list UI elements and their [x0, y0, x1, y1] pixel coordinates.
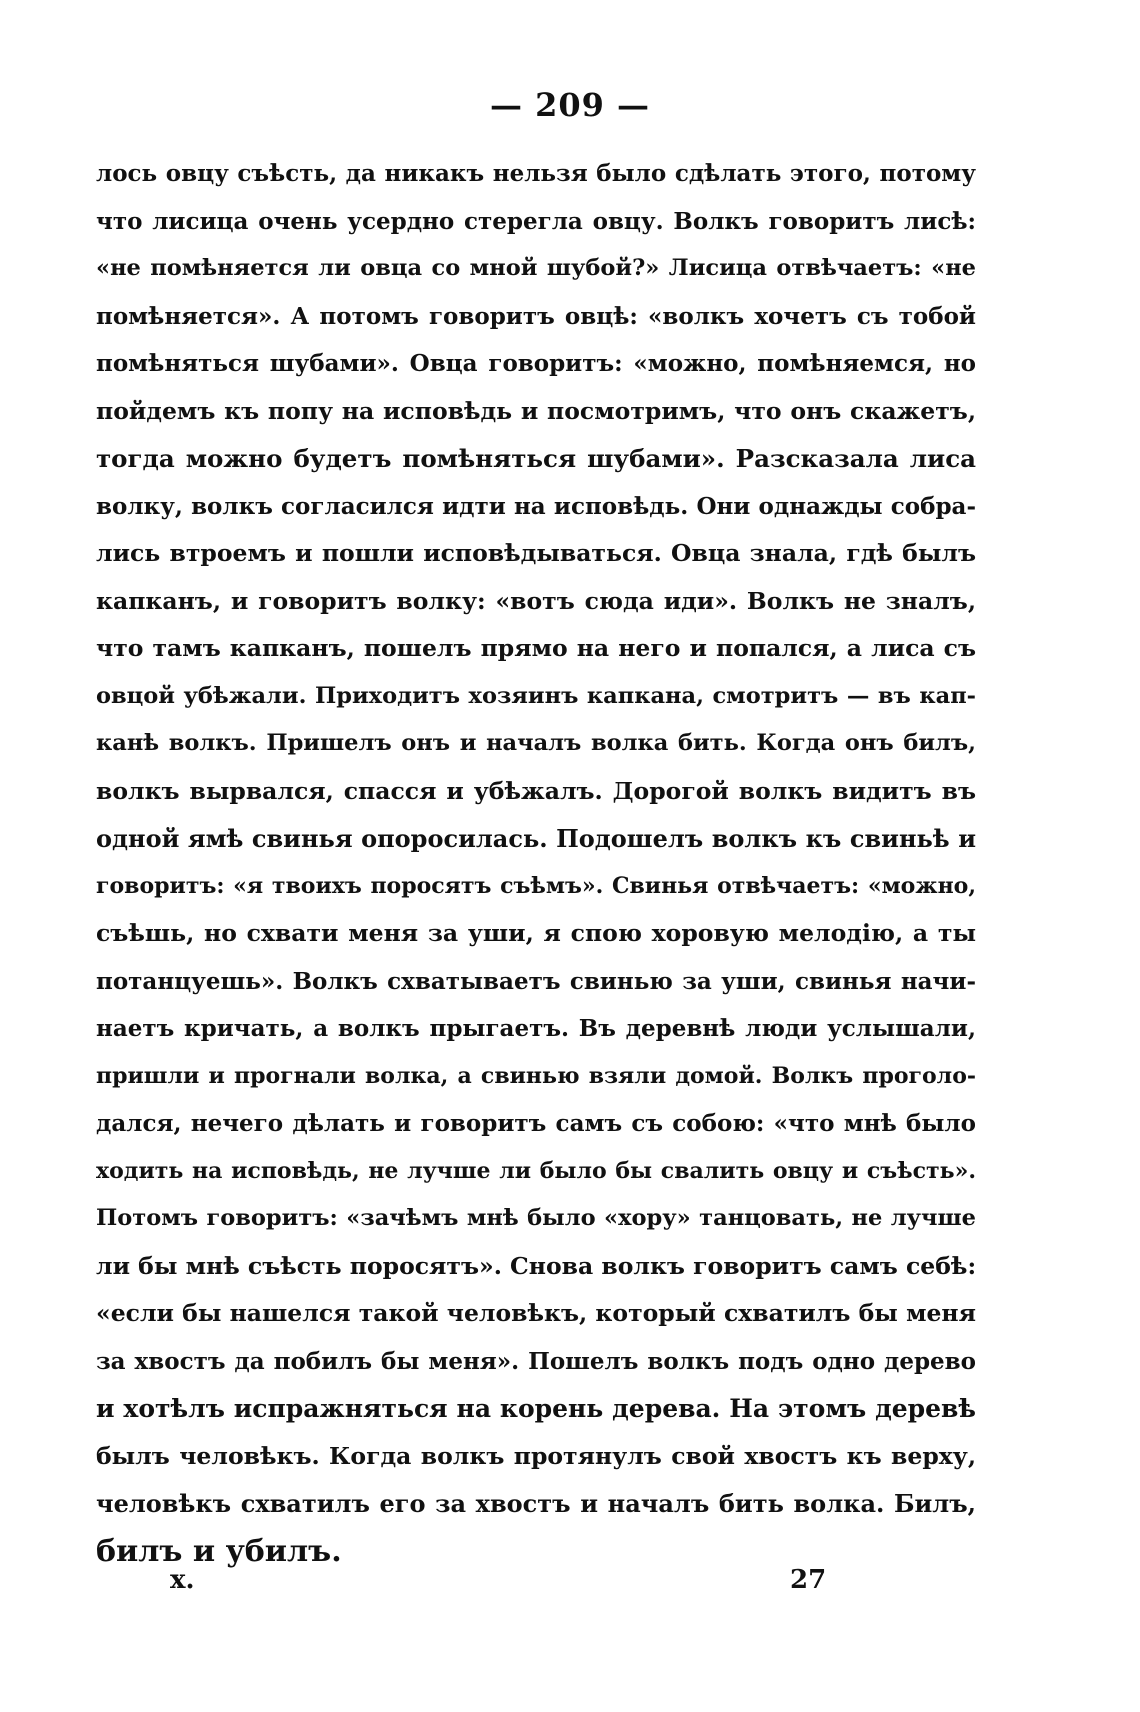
- text-line: и хотѣлъ испражняться на корень дерева. На этомъ деревѣ: [96, 1394, 976, 1423]
- text-line: канѣ волкъ. Пришелъ онъ и началъ волка бить. Когда онъ билъ,: [96, 730, 976, 756]
- text-line: пойдемъ къ попу на исповѣдь и посмотримъ, что онъ скажетъ,: [96, 396, 976, 425]
- text-line: тогда можно будетъ помѣняться шубами». Разсказала лиса: [96, 444, 976, 473]
- text-line: говоритъ: «я твоихъ поросятъ съѣмъ». Свинья отвѣчаетъ: «можно,: [96, 872, 976, 899]
- page-number: — 209 —: [489, 86, 651, 124]
- text-line: помѣняется». А потомъ говоритъ овцѣ: «волкъ хочетъ съ тобой: [96, 302, 976, 330]
- text-body: [96, 150, 976, 1575]
- text-line: съѣшь, но схвати меня за уши, я спою хоровую мелодію, а ты: [96, 919, 976, 947]
- text-line: овцой убѣжали. Приходитъ хозяинъ капкана, смотритъ — въ кап-: [96, 682, 976, 709]
- signature-letter: x.: [170, 1565, 195, 1595]
- text-line: пришли и прогнали волка, а свинью взяли домой. Волкъ проголо-: [96, 1062, 976, 1089]
- signature-number: 27: [790, 1565, 827, 1595]
- text-line: «не помѣняется ли овца со мной шубой?» Лисица отвѣчаетъ: «не: [96, 255, 976, 281]
- text-line-last: билъ и убилъ.: [96, 1533, 342, 1569]
- text-line: волкъ вырвался, спасся и убѣжалъ. Дорогой волкъ видитъ въ: [96, 776, 976, 805]
- text-line: что лисица очень усердно стерегла овцу. Волкъ говоритъ лисѣ:: [96, 207, 976, 235]
- text-line: за хвостъ да побилъ бы меня». Пошелъ волкъ подъ одно дерево: [96, 1347, 976, 1375]
- text-line: Потомъ говоритъ: «зачѣмъ мнѣ было «хору» танцовать, не лучше: [96, 1205, 976, 1231]
- text-line: «если бы нашелся такой человѣкъ, который схватилъ бы меня: [96, 1299, 976, 1327]
- text-line: лось овцу съѣсть, да никакъ нельзя было сдѣлать этого, потому: [96, 160, 976, 187]
- text-line: ли бы мнѣ съѣсть поросятъ». Снова волкъ говоритъ самъ себѣ:: [96, 1251, 977, 1280]
- text-line: ходить на исповѣдь, не лучше ли было бы свалить овцу и съѣсть».: [96, 1157, 976, 1184]
- text-line: волку, волкъ согласился идти на исповѣдь. Они однажды собра-: [96, 492, 976, 520]
- text-line: одной ямѣ свинья опоросилась. Подошелъ волкъ къ свиньѣ и: [96, 824, 976, 853]
- text-line: лись втроемъ и пошли исповѣдываться. Овца знала, гдѣ былъ: [96, 539, 976, 567]
- text-line: потанцуешь». Волкъ схватываетъ свинью за уши, свинья начи-: [96, 967, 976, 995]
- text-line: былъ человѣкъ. Когда волкъ протянулъ свой хвостъ къ верху,: [96, 1441, 976, 1470]
- text-line: помѣняться шубами». Овца говоритъ: «можно, помѣняемся, но: [96, 350, 976, 377]
- text-line: что тамъ капканъ, пошелъ прямо на него и попался, а лиса съ: [96, 634, 976, 662]
- text-line: капканъ, и говоритъ волку: «вотъ сюда иди». Волкъ не зналъ,: [96, 586, 976, 615]
- text-line: наетъ кричать, а волкъ прыгаетъ. Въ деревнѣ люди услышали,: [96, 1015, 976, 1042]
- text-line: человѣкъ схватилъ его за хвостъ и началъ бить волка. Билъ,: [96, 1489, 976, 1518]
- text-line: дался, нечего дѣлать и говоритъ самъ съ собою: «что мнѣ было: [96, 1110, 976, 1137]
